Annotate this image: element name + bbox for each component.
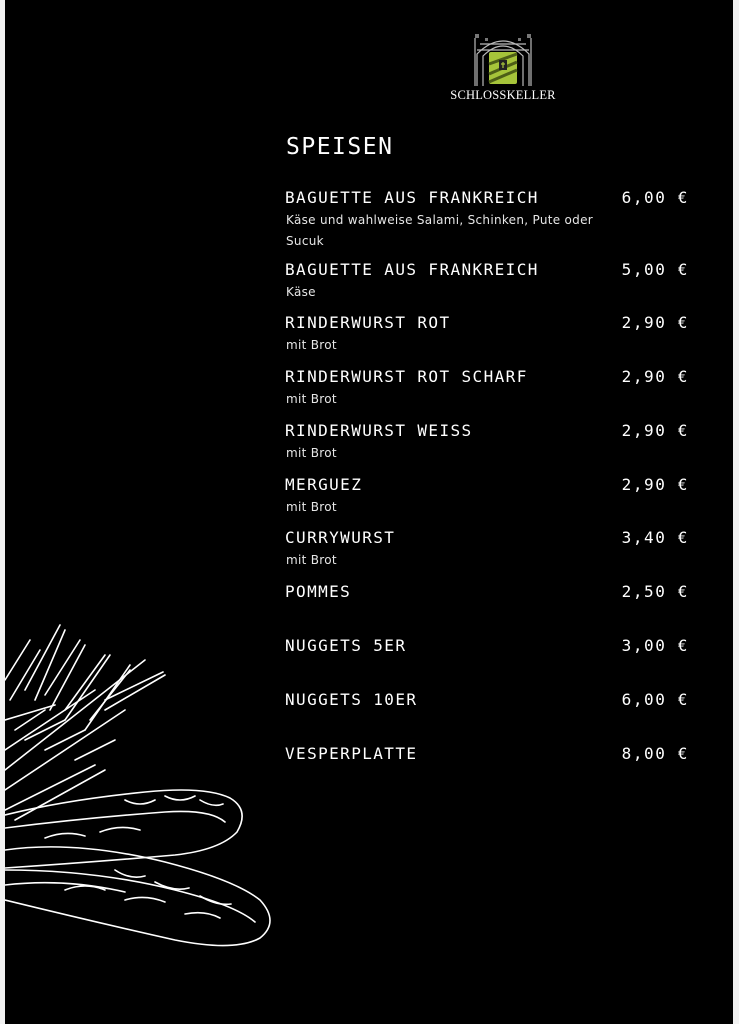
item-name: RINDERWURST WEISS	[285, 421, 473, 440]
item-name: CURRYWURST	[285, 528, 396, 547]
item-name: NUGGETS 5ER	[285, 636, 407, 655]
item-price: 2,90 €	[621, 421, 689, 440]
castle-crest-icon	[471, 30, 535, 88]
item-price: 2,90 €	[621, 475, 689, 494]
item-price: 2,50 €	[621, 582, 689, 601]
menu-page	[5, 0, 733, 1024]
item-name: VESPERPLATTE	[285, 744, 418, 763]
brand-logo	[443, 30, 563, 104]
item-price: 2,90 €	[621, 367, 689, 386]
item-name: NUGGETS 10ER	[285, 690, 418, 709]
item-name: BAGUETTE AUS FRANKREICH	[285, 188, 539, 207]
brand-name: SCHLOSSKELLER	[450, 88, 556, 102]
item-description: Käse und wahlweise Salami, Schinken, Pute oder Sucuk	[286, 213, 594, 248]
item-description: mit Brot	[286, 553, 337, 567]
item-name: POMMES	[285, 582, 352, 601]
item-description: Käse	[286, 285, 316, 299]
item-price: 6,00 €	[621, 690, 689, 709]
item-name: RINDERWURST ROT	[285, 313, 451, 332]
item-price: 6,00 €	[621, 188, 689, 207]
item-price: 2,90 €	[621, 313, 689, 332]
item-description: mit Brot	[286, 392, 337, 406]
item-name: BAGUETTE AUS FRANKREICH	[285, 260, 539, 279]
menu-title: SPEISEN	[286, 134, 394, 160]
item-price: 8,00 €	[621, 744, 689, 763]
item-name: MERGUEZ	[285, 475, 363, 494]
item-name: RINDERWURST ROT SCHARF	[285, 367, 528, 386]
item-description: mit Brot	[286, 500, 337, 514]
item-description: mit Brot	[286, 446, 337, 460]
baguette-illustration	[5, 600, 285, 970]
item-description: mit Brot	[286, 338, 337, 352]
item-price: 3,40 €	[621, 528, 689, 547]
item-price: 3,00 €	[621, 636, 689, 655]
item-price: 5,00 €	[621, 260, 689, 279]
